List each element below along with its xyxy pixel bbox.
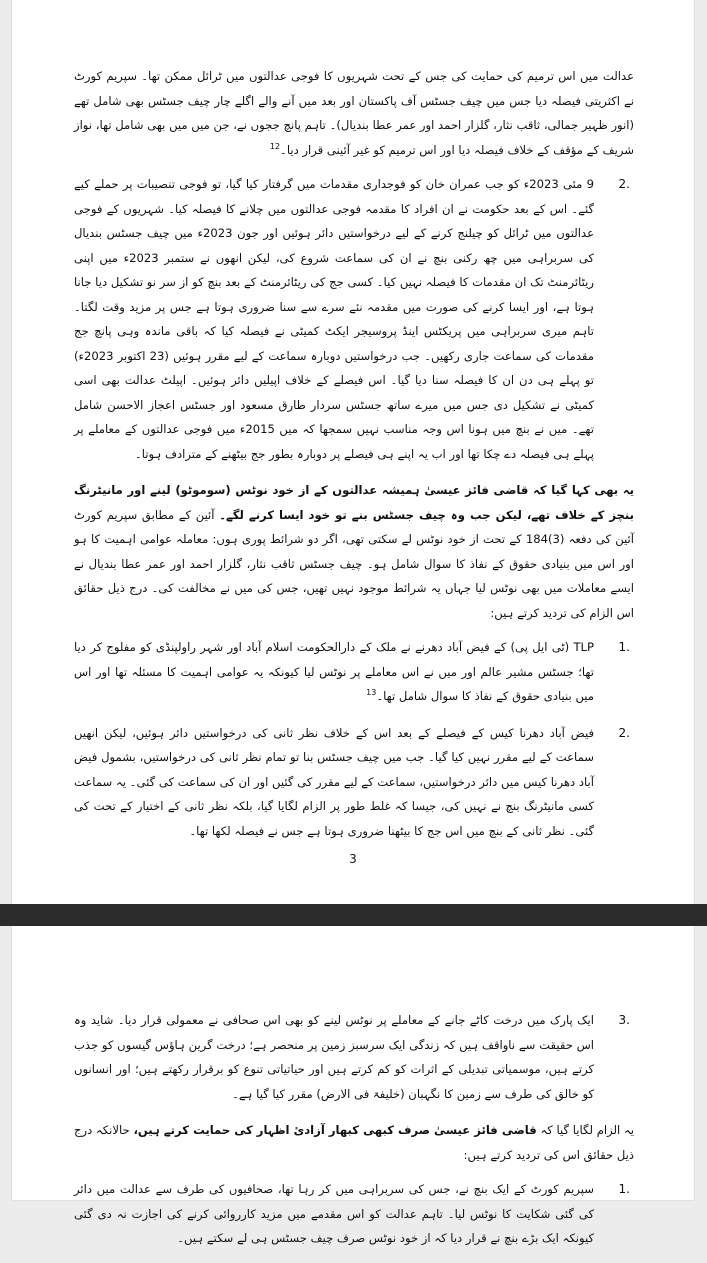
allegation-sumoto-paragraph (74, 478, 634, 625)
page-4-sub-item-1 (74, 1177, 634, 1251)
allegation-sumoto-text: آئین کے مطابق سپریم کورٹ آئین کی دفعہ (3)184 کے تحت از خود نوٹس لے سکتی تھی، اگر دو شرائط پوری ہوں: معاملہ عوامی اہمیت کا ہو اور اس میں بنیادی حقوق کے نفاذ کا سوال شامل ہو۔ چیف جسٹس ثاقب نثار، گلزار احمد اور عمر عطا بندیال نے ایسے معاملات میں بھی نوٹس لیا جہاں یہ شرائط موجود نہیں تھیں، جس کی میں نے مخالفت کی۔ درج ذیل حقائق اس الزام کی تردید کرتے ہیں: (74, 507, 634, 620)
footnote-ref-13: 13 (366, 688, 377, 698)
item-number: 2. (618, 177, 630, 191)
intro-paragraph-text: عدالت میں اس ترمیم کی حمایت کی جس کے تحت شہریوں کا فوجی عدالتوں میں ٹرائل ممکن تھا۔ سپریم کورٹ نے اکثریتی فیصلہ دیا جس میں چیف جسٹس آف پاکستان اور بعد میں آنے والے اگلے چار چیف جسٹس بھی شامل تھے (انور ظہیر جمالی، ثاقب نثار، گلزار احمد اور عمر عطا بندیال)۔ تاہم پانچ ججوں نے، جن میں میں بھی شامل تھا، نواز شریف کے مؤقف کے خلاف فیصلہ دیا اور اس ترمیم کو غیر آئینی قرار دیا۔ (73, 69, 634, 157)
item-number: 1. (618, 640, 630, 654)
sub-item-1 (74, 635, 634, 709)
numbered-item-3 (74, 1008, 634, 1106)
footnote-ref-12: 12 (269, 141, 281, 151)
item-number: 2. (618, 725, 630, 740)
item-2-text: 9 مئی 2023ء کو جب عمران خان کو فوجداری مقدمات میں گرفتار کیا گیا، تو فوجی تنصیبات پر حملے کیے گئے۔ اس کے بعد حکومت نے ان افراد کا مقدمہ فوجی عدالتوں میں چلانے کا فیصلہ کیا۔ شہریوں کے فوجی عدالتوں میں ٹرائل کو چیلنج کرنے کے لیے درخواستیں دائر ہوئیں اور جون 2023ء میں چیف جسٹس بندیال کی سربراہی میں چھ رکنی بنچ نے ان کی سماعت شروع کی، لیکن انھوں نے ستمبر 2023ء میں اپنی ریٹائرمنٹ تک ان مقدمات کا فیصلہ نہیں کیا۔ کسی جج کی ریٹائرمنٹ کے بعد بنچ کو از سر نو تشکیل دیا جانا ہوتا ہے، اور ایسا کرنے کی صورت میں مقدمہ نئے سرے سے سنا ضروری ہوتا ہے جس پر مزید وقت لگتا۔ تاہم میری سربراہی میں پریکٹس اینڈ پروسیجر ایکٹ کمیٹی نے فیصلہ کیا کہ باقی ماندہ وہی پانچ جج مقدمات کی سماعت جاری رکھیں۔ جب درخواستیں دوبارہ سماعت کے لیے مقرر ہوئیں (23 اکتوبر 2023ء) تو پہلے ہی دن ان کا فیصلہ سنا دیا گیا۔ اس فیصلے کے خلاف اپیلیں دائر ہوئیں۔ اپیلٹ عدالت بھی اسی کمیٹی نے تشکیل دی جس میں میرے ساتھ جسٹس سردار طارق مسعود اور جسٹس اعجاز الاحسن شامل تھے۔ میں نے بنچ میں ہونا اس وجہ مناسب نہیں سمجھا کہ میں 2015ء میں فوجی عدالتوں کے معاملے پر پہلے ہی فیصلہ دے چکا تھا اور اب یہ اپنے ہی فیصلے پر دوبارہ بطور جج بیٹھنے کے مترادف ہوتا۔ (74, 177, 594, 461)
page-3-body (74, 64, 634, 855)
document-page-3 (12, 0, 694, 904)
allegation-sumoto-heading: یہ بھی کہا گیا کہ قاضی فائز عیسیٰ ہمیشہ عدالتوں کے از خود نوٹس (سوموٹو) لینے اور مانیٹرنگ بنچز کے خلاف تھے، لیکن جب وہ چیف جسٹس بنے تو خود ایسا کرنے لگے۔ (74, 483, 634, 522)
document-page-4 (12, 926, 694, 1245)
sub-item-2-text: فیض آباد دھرنا کیس کے فیصلے کے بعد اس کے خلاف نظر ثانی کی درخواستیں دائر ہوئیں، لیکن انھیں سماعت کے لیے مقرر نہیں کیا گیا۔ جب میں چیف جسٹس بنا تو تمام نظر ثانی کی درخواستیں، بشمول فیض آباد دھرنا کیس میں دائر درخواستیں، سماعت کے لیے مقرر کی گئیں اور ان کی سماعت کی گئی۔ یہ سماعت کسی مانیٹرنگ بنچ نے نہیں کی، جیسا کہ غلط طور پر الزام لگایا گیا، بلکہ نظر ثانی کے اختیار کے تحت کی گئی۔ نظر ثانی کے بنچ میں اس جج کا بیٹھنا ضروری ہوتا ہے جس نے فیصلہ لکھا تھا۔ (74, 725, 594, 838)
page-4-sub-item-1-text: سپریم کورٹ کے ایک بنچ نے، جس کی سربراہی میں کر رہا تھا، صحافیوں کی طرف سے عدالت میں دائر کی گئی شکایت کا نوٹس لیا۔ تاہم عدالت کو اس مقدمے میں مزید کارروائی کرنے کی اجازت نہ دی گئی کیونکہ ایک بڑے بنچ نے قرار دیا کہ از خود نوٹس صرف چیف جسٹس ہی لے سکتے ہیں۔ (74, 1182, 594, 1245)
numbered-item-2 (74, 172, 634, 466)
intro-paragraph (74, 64, 634, 162)
page-separator (0, 904, 707, 926)
page-4-body (74, 1008, 634, 1263)
allegation-free-speech-lead: یہ الزام لگایا گیا کہ (540, 1123, 635, 1137)
page-number: 3 (349, 852, 357, 866)
allegation-free-speech-text: حالانکہ درج ذیل حقائق اس کی تردید کرتے ہیں: (74, 1123, 634, 1162)
sub-item-1-text: TLP (ٹی ایل پی) کے فیض آباد دھرنے نے ملک کے دارالحکومت اسلام آباد اور شہر راولپنڈی کو مفلوج کر دیا تھا؛ جسٹس مشیر عالم اور میں نے اس معاملے پر نوٹس لیا کیونکہ یہ عوامی اہمیت کا مسئلہ تھا اور اس میں بنیادی حقوق کے نفاذ کا سوال شامل تھا۔ (74, 640, 594, 703)
sub-item-2 (74, 721, 634, 844)
item-3-text: ایک پارک میں درخت کاٹے جانے کے معاملے پر نوٹس لینے کو بھی اس صحافی نے معمولی قرار دیا۔ شاید وہ اس حقیقت سے ناواقف ہیں کہ زندگی ایک سرسبز زمین پر منحصر ہے؛ درخت گرین ہاؤس گیسوں کو جذب کرتے ہیں، موسمیاتی تبدیلی کے اثرات کو کم کرتے ہیں اور حیاتیاتی تنوع کو برقرار رکھتے ہیں؛ اور انسانوں کو خالق کی طرف سے زمین کا نگہبان (خلیفۃ فی الارض) مقرر کیا گیا ہے۔ (74, 1013, 594, 1101)
allegation-free-speech-paragraph (74, 1118, 634, 1167)
item-number: 3. (618, 1013, 630, 1027)
allegation-free-speech-heading: قاضی فائز عیسیٰ صرف کبھی کبھار آزادیٔ اظہار کی حمایت کرتے ہیں، (133, 1123, 537, 1137)
item-number: 1. (618, 1182, 630, 1196)
